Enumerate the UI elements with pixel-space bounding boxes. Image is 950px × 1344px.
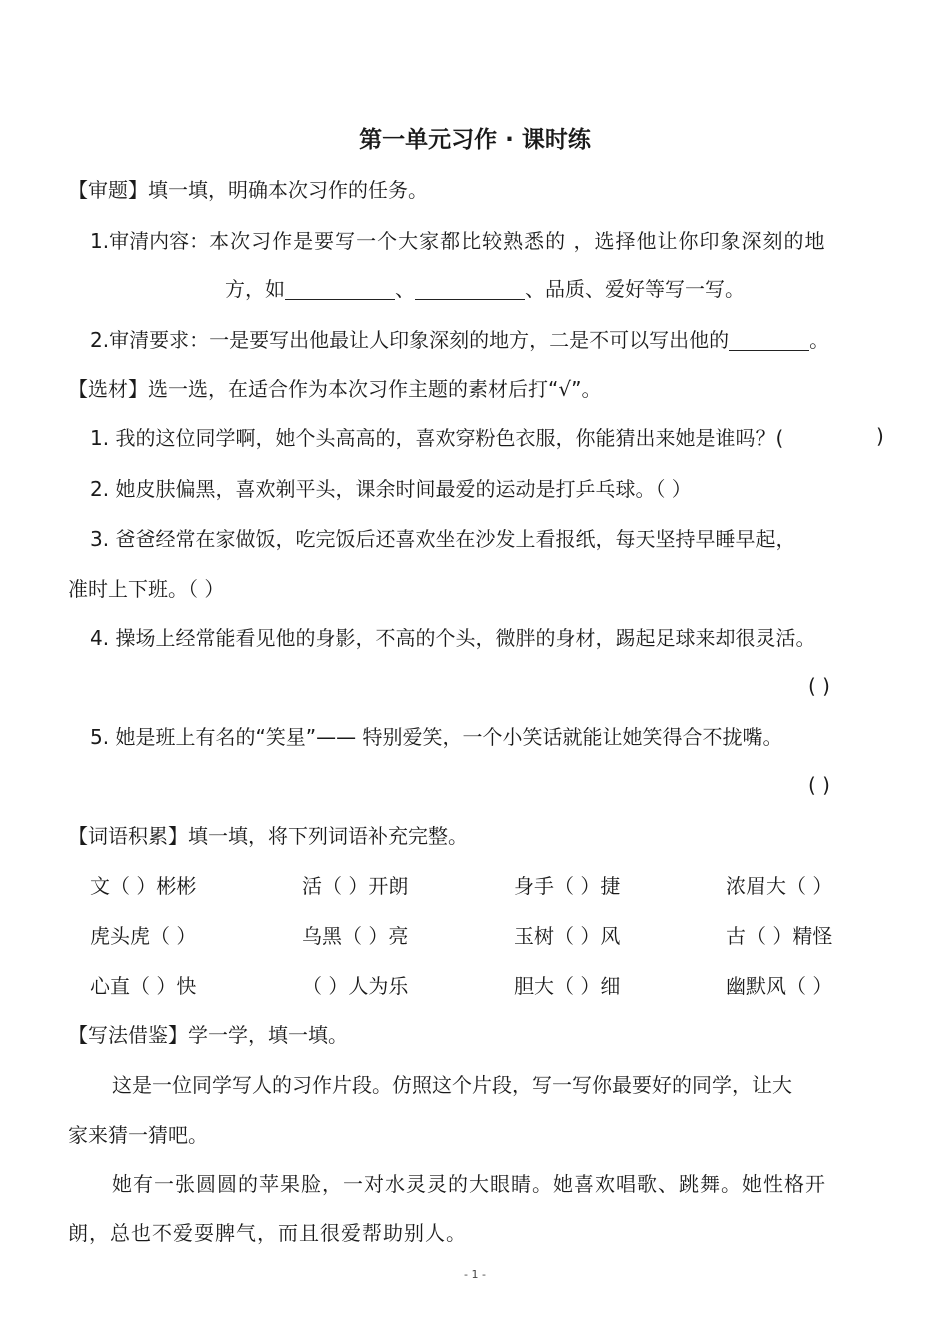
word-item[interactable]: 古（ ）精怪 bbox=[726, 924, 833, 948]
shenti-item-1-label: 1.审清内容： bbox=[90, 229, 210, 253]
shenti-item-1-text-c: 、品质、爱好等写一写。 bbox=[525, 277, 745, 301]
shenti-item-1-continued bbox=[225, 275, 745, 303]
word-row-3 bbox=[90, 971, 910, 1001]
word-item[interactable]: 玉树（ ）风 bbox=[514, 924, 621, 948]
word-item[interactable]: 活（ ）开朗 bbox=[302, 874, 409, 898]
xuancai-item-5-answer-paren[interactable]: ( ) bbox=[808, 773, 830, 797]
xuancai-item-5: 5. 她是班上有名的“笑星”—— 特别爱笑，一个小笑话就能让她笑得合不拢嘴。 bbox=[90, 725, 783, 749]
word-item[interactable]: 浓眉大（ ） bbox=[726, 874, 833, 898]
fill-blank-2[interactable] bbox=[415, 279, 525, 300]
section-heading-xiefa: 【写法借鉴】学一学，填一填。 bbox=[68, 1023, 348, 1047]
fill-blank-3[interactable] bbox=[729, 330, 809, 351]
page-number: - 1 - bbox=[464, 1268, 486, 1281]
xuancai-item-4-answer-paren[interactable]: ( ) bbox=[808, 674, 830, 698]
xiefa-intro-continued: 家来猜一猜吧。 bbox=[68, 1123, 208, 1147]
word-item[interactable]: 文（ ）彬彬 bbox=[90, 874, 197, 898]
word-row-1 bbox=[90, 871, 910, 901]
shenti-item-2-label: 2.审清要求： bbox=[90, 328, 210, 352]
section-heading-xuancai: 【选材】选一选，在适合作为本次习作主题的素材后打“√”。 bbox=[68, 377, 602, 401]
shenti-item-2-text: 一是要写出他最让人印象深刻的地方，二是不可以写出他的 bbox=[209, 328, 730, 352]
fill-blank-1[interactable] bbox=[285, 279, 395, 300]
page-title: 第一单元习作 · 课时练 bbox=[359, 127, 591, 153]
shenti-item-1 bbox=[90, 227, 825, 255]
shenti-item-2-end: 。 bbox=[809, 328, 830, 352]
xuancai-item-4: 4. 操场上经常能看见他的身影，不高的个头，微胖的身材，踢起足球来却很灵活。 bbox=[90, 626, 816, 650]
shenti-item-1-text-b: 方，如 bbox=[225, 277, 285, 301]
word-row-2 bbox=[90, 921, 910, 951]
xuancai-item-2: 2. 她皮肤偏黑，喜欢剃平头，课余时间最爱的运动是打乒乓球。（ ） bbox=[90, 477, 692, 501]
section-heading-shenti: 【审题】填一填，明确本次习作的任务。 bbox=[68, 178, 428, 202]
word-item[interactable]: 胆大（ ）细 bbox=[514, 974, 621, 998]
xuancai-item-1: 1. 我的这位同学啊，她个头高高的，喜欢穿粉色衣服，你能猜出来她是谁吗？( bbox=[90, 426, 784, 450]
xiefa-sample: 她有一张圆圆的苹果脸，一对水灵灵的大眼睛。她喜欢唱歌、跳舞。她性格开 bbox=[112, 1172, 826, 1196]
shenti-item-1-text: 本次习作是要写一个大家都比较熟悉的 ，选择他让你印象深刻的地 bbox=[209, 229, 826, 253]
word-item[interactable]: 乌黑（ ）亮 bbox=[302, 924, 409, 948]
separator-text: 、 bbox=[395, 277, 415, 301]
word-item[interactable]: 身手（ ）捷 bbox=[514, 874, 621, 898]
xiefa-intro: 这是一位同学写人的习作片段。仿照这个片段，写一写你最要好的同学，让大 bbox=[112, 1073, 792, 1097]
shenti-item-2 bbox=[90, 326, 829, 354]
word-item[interactable]: （ ）人为乐 bbox=[302, 974, 409, 998]
xuancai-item-3-continued: 准时上下班。（ ） bbox=[68, 577, 225, 601]
word-item[interactable]: 虎头虎（ ） bbox=[90, 924, 197, 948]
word-item[interactable]: 心直（ ）快 bbox=[90, 974, 197, 998]
xiefa-sample-continued: 朗，总也不爱耍脾气，而且很爱帮助别人。 bbox=[68, 1221, 467, 1245]
word-item[interactable]: 幽默风（ ） bbox=[726, 974, 833, 998]
xuancai-item-1-answer-paren[interactable]: ) bbox=[876, 424, 884, 448]
section-heading-ciyu: 【词语积累】填一填，将下列词语补充完整。 bbox=[68, 824, 468, 848]
xuancai-item-3: 3. 爸爸经常在家做饭，吃完饭后还喜欢坐在沙发上看报纸，每天坚持早睡早起， bbox=[90, 527, 796, 551]
